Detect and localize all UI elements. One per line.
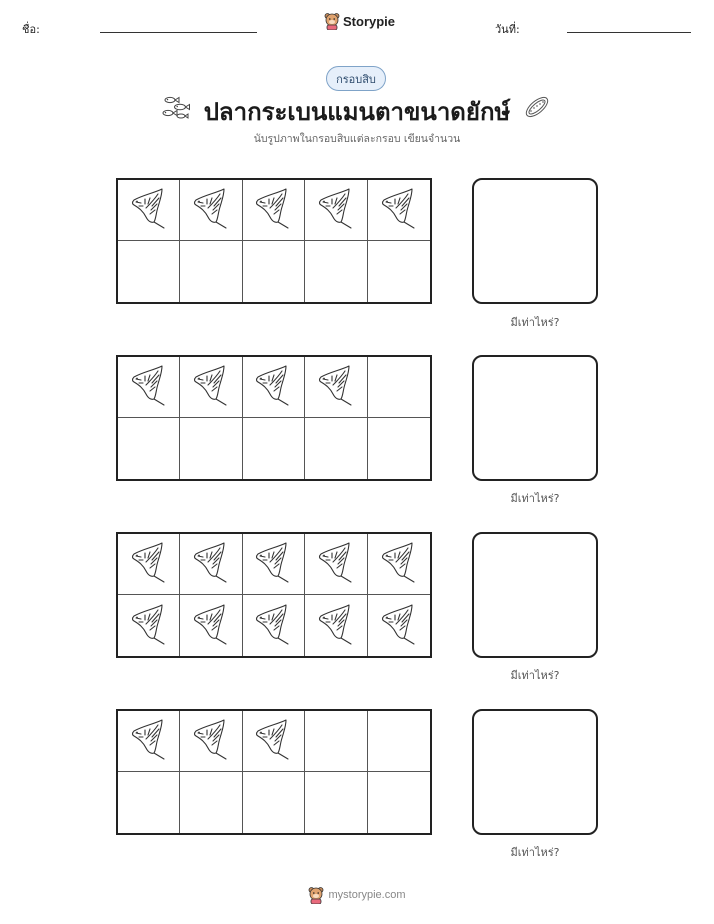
ten-frame-cell xyxy=(368,772,430,833)
ten-frame-cell xyxy=(243,418,305,479)
ten-frame-cell xyxy=(118,772,180,833)
ten-frame-cell xyxy=(368,357,430,418)
date-label: วันที่: xyxy=(495,23,520,36)
instructions-text: นับรูปภาพในกรอบสิบแต่ละกรอบ เขียนจำนวน xyxy=(253,133,461,145)
ten-frame-cell xyxy=(305,595,367,656)
question-label-2: มีเท่าไหร่? xyxy=(510,492,560,505)
manta-ray-icon xyxy=(252,363,294,411)
manta-ray-icon xyxy=(252,602,294,650)
ten-frame-cell xyxy=(305,241,367,302)
name-line[interactable] xyxy=(100,32,257,33)
ten-frame-cell xyxy=(118,595,180,656)
ten-frame-cell xyxy=(180,180,242,241)
page-title: ปลากระเบนแมนตาขนาดยักษ์ xyxy=(203,98,511,126)
manta-ray-icon xyxy=(190,540,232,588)
ten-frame-cell xyxy=(243,180,305,241)
ten-frame-cell xyxy=(118,711,180,772)
ten-frame-1 xyxy=(116,178,432,304)
bear-mascot-icon xyxy=(308,886,324,904)
manta-ray-icon xyxy=(190,186,232,234)
question-label-3: มีเท่าไหร่? xyxy=(510,669,560,682)
manta-ray-icon xyxy=(190,363,232,411)
manta-ray-icon xyxy=(128,602,170,650)
ten-frame-cell xyxy=(368,418,430,479)
answer-box-3[interactable] xyxy=(472,532,598,658)
manta-ray-icon xyxy=(190,717,232,765)
manta-ray-icon xyxy=(252,186,294,234)
fish-school-icon xyxy=(160,94,192,120)
question-label-4: มีเท่าไหร่? xyxy=(510,846,560,859)
answer-box-1[interactable] xyxy=(472,178,598,304)
ten-frame-cell xyxy=(305,534,367,595)
brand-logo xyxy=(324,12,395,30)
ten-frame-cell xyxy=(118,418,180,479)
ten-frame-cell xyxy=(180,241,242,302)
manta-ray-icon xyxy=(315,186,357,234)
ten-frame-cell xyxy=(243,711,305,772)
manta-ray-icon xyxy=(190,602,232,650)
ten-frame-cell xyxy=(243,241,305,302)
ten-frame-cell xyxy=(368,595,430,656)
footer xyxy=(300,886,414,904)
ten-frame-3 xyxy=(116,532,432,658)
manta-ray-icon xyxy=(315,540,357,588)
ten-frame-cell xyxy=(305,772,367,833)
ten-frame-cell xyxy=(368,534,430,595)
manta-ray-icon xyxy=(315,602,357,650)
ten-frame-cell xyxy=(368,180,430,241)
ten-frame-cell xyxy=(305,357,367,418)
ten-frame-cell xyxy=(118,180,180,241)
manta-ray-icon xyxy=(378,186,420,234)
answer-box-4[interactable] xyxy=(472,709,598,835)
manta-ray-icon xyxy=(252,717,294,765)
ten-frame-cell xyxy=(118,357,180,418)
ten-frame-cell xyxy=(368,711,430,772)
date-line[interactable] xyxy=(567,32,691,33)
manta-ray-icon xyxy=(378,602,420,650)
ten-frame-cell xyxy=(118,534,180,595)
ten-frame-cell xyxy=(243,772,305,833)
bear-mascot-icon xyxy=(324,12,340,30)
manta-ray-icon xyxy=(128,717,170,765)
manta-ray-icon xyxy=(378,540,420,588)
ten-frame-cell xyxy=(180,357,242,418)
ten-frame-cell xyxy=(243,595,305,656)
manta-ray-icon xyxy=(252,540,294,588)
ten-frame-2 xyxy=(116,355,432,481)
ten-frame-cell xyxy=(180,772,242,833)
ten-frame-cell xyxy=(243,534,305,595)
manta-ray-icon xyxy=(315,363,357,411)
question-label-1: มีเท่าไหร่? xyxy=(510,316,560,329)
ten-frame-cell xyxy=(305,418,367,479)
manta-ray-icon xyxy=(128,363,170,411)
manta-ray-icon xyxy=(128,540,170,588)
ten-frame-cell xyxy=(180,595,242,656)
name-label: ชื่อ: xyxy=(22,23,40,36)
sea-cucumber-icon xyxy=(522,92,552,122)
ten-frame-cell xyxy=(368,241,430,302)
manta-ray-icon xyxy=(128,186,170,234)
ten-frame-cell xyxy=(243,357,305,418)
brand-name: Storypie xyxy=(343,13,396,29)
ten-frame-4 xyxy=(116,709,432,835)
ten-frame-cell xyxy=(180,711,242,772)
footer-url: mystorypie.com xyxy=(328,889,406,901)
ten-frame-cell xyxy=(180,418,242,479)
ten-frame-cell xyxy=(118,241,180,302)
ten-frame-cell xyxy=(305,711,367,772)
ten-frame-cell xyxy=(305,180,367,241)
topic-badge: กรอบสิบ xyxy=(326,66,386,91)
answer-box-2[interactable] xyxy=(472,355,598,481)
ten-frame-cell xyxy=(180,534,242,595)
